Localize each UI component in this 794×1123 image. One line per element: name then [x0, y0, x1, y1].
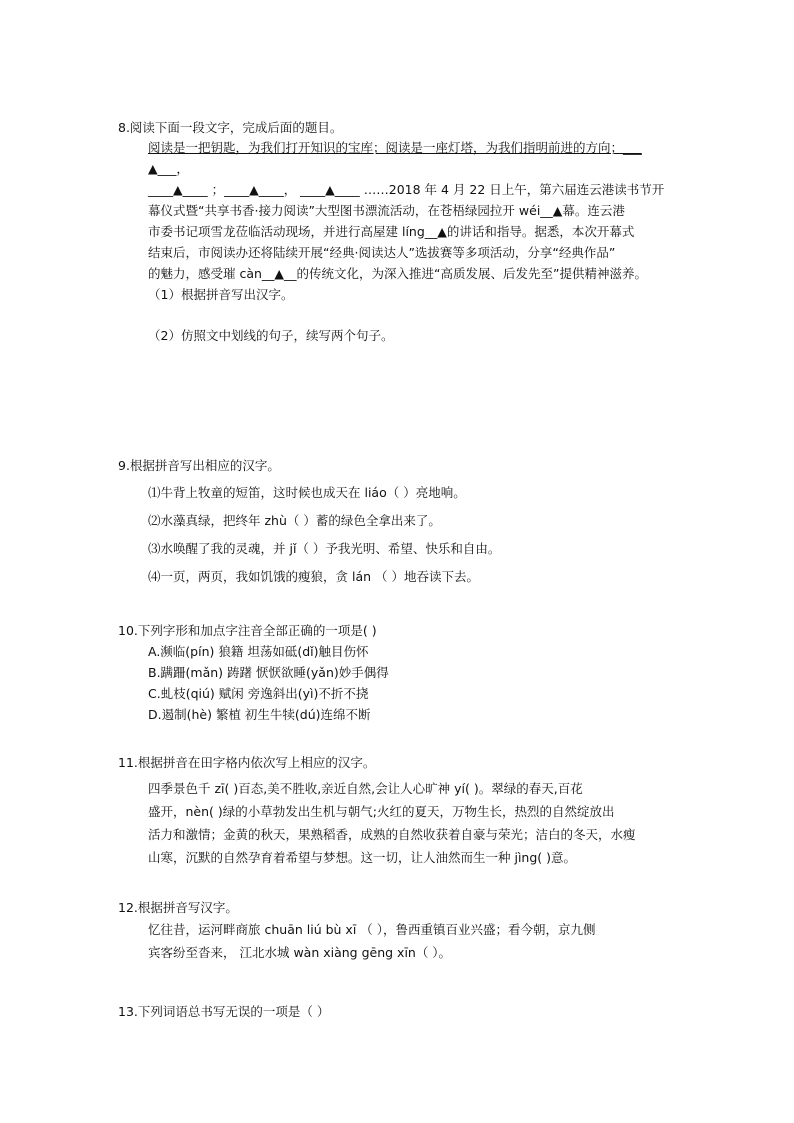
q8-subquestion-2: （2）仿照文中划线的句子，续写两个句子。: [148, 328, 394, 343]
q8-passage-line-1: 阅读是一把钥匙，为我们打开知识的宝库；阅读是一座灯塔，为我们指明前进的方向；___: [148, 140, 642, 155]
q9-stem: 9.根据拼音写出相应的汉字。: [118, 458, 280, 473]
q8-passage-line-2: ▲___，: [148, 161, 189, 176]
q8-passage-line-3: ____▲____ ；____▲____， ____▲____ ……2018 年 4 月 22 日上午，第六届连云港读书节开: [148, 182, 665, 197]
q8-subquestion-1: （1）根据拼音写出汉字。: [148, 287, 294, 302]
q9-item-1: ⑴牛背上牧童的短笛，这时候也成天在 liáo（ ）亮地响。: [148, 485, 466, 500]
q12-line-2: 宾客纷至沓来， 江北水城 wàn xiàng gēng xīn（ ）。: [148, 945, 452, 960]
q10-option-d: D.遏制(hè) 繁植 初生牛犊(dú)连绵不断: [148, 707, 371, 722]
q8-passage-line-6: 结束后，市阅读办还将陆续开展“经典·阅读达人”选拔赛等多项活动，分享“经典作品”: [148, 245, 616, 260]
q12-stem: 12.根据拼音写汉字。: [118, 900, 238, 915]
q11-stem: 11.根据拼音在田字格内依次写上相应的汉字。: [118, 755, 376, 770]
q8-passage-line-5: 市委书记项雪龙莅临活动现场，并进行高屋建 líng__▲的讲话和指导。据悉，本次开幕式: [148, 224, 635, 239]
q13-stem: 13.下列词语总书写无误的一项是（ ）: [118, 1004, 330, 1019]
q9-item-3: ⑶水唤醒了我的灵魂，并 jǐ（ ）予我光明、希望、快乐和自由。: [148, 541, 501, 556]
q8-stem: 8.阅读下面一段文字，完成后面的题目。: [118, 120, 343, 135]
q8-passage-line-4: 幕仪式暨“共享书香·接力阅读”大型图书漂流活动，在苍梧绿园拉开 wéi__▲幕。连云港: [148, 203, 625, 218]
q11-line-1: 四季景色千 zī( )百态,美不胜收,亲近自然,会让人心旷神 yí( )。翠绿的春天,百花: [148, 781, 583, 796]
q10-option-a: A.濒临(pín) 狼籍 坦荡如砥(dǐ)触目伤怀: [148, 644, 369, 659]
q9-item-4: ⑷一页，两页，我如饥饿的瘦狼，贪 lán （ ）地吞读下去。: [148, 569, 479, 584]
q9-item-2: ⑵水藻真绿，把终年 zhù（ ）蓄的绿色全拿出来了。: [148, 513, 441, 528]
q11-line-4: 山寒，沉默的自然孕育着希望与梦想。这一切，让人油然而生一种 jìng( )意。: [148, 850, 577, 865]
q11-line-2: 盛开，nèn( )绿的小草勃发出生机与朝气;火红的夏天，万物生长，热烈的自然绽放出: [148, 804, 615, 819]
q12-line-1: 忆往昔，运河畔商旅 chuān liú bù xī （ ），鲁西重镇百业兴盛；看今朝，京九侧: [148, 922, 596, 937]
q8-passage-line-7: 的魅力，感受璀 càn__▲__的传统文化，为深入推进“高质发展、后发先至”提供精神滋养。: [148, 266, 647, 281]
q10-stem: 10.下列字形和加点字注音全部正确的一项是( ): [118, 623, 377, 638]
q11-line-3: 活力和激情；金黄的秋天，果熟稻香，成熟的自然收获着自豪与荣光；洁白的冬天，水瘦: [148, 827, 636, 842]
q10-option-b: B.蹒跚(mǎn) 踌躇 恹恹欲睡(yǎn)妙手偶得: [148, 665, 389, 680]
q10-option-c: C.虬枝(qiú) 赋闲 旁逸斜出(yì)不折不挠: [148, 686, 369, 701]
